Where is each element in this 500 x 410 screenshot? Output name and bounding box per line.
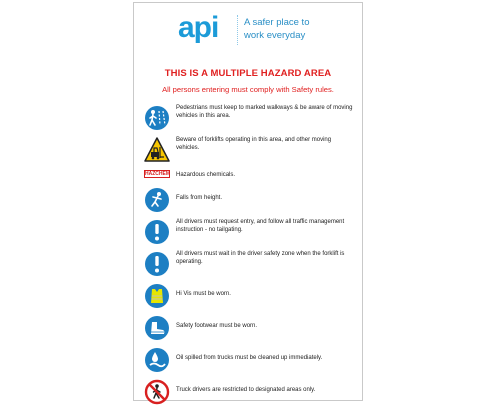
tagline-line-1: A safer place to xyxy=(244,17,310,28)
exclamation-icon xyxy=(144,219,170,245)
rule-text: All drivers must request entry, and follow all traffic management instruction - no tailgating. xyxy=(176,219,345,233)
safety-boot-icon xyxy=(144,315,170,341)
rule-item xyxy=(144,105,354,133)
forklift-warning-icon xyxy=(144,137,170,163)
oil-spill-icon xyxy=(144,347,170,373)
rule-text: Hazardous chemicals. xyxy=(176,172,236,178)
rule-text: Pedestrians must keep to marked walkways & be aware of moving vehicles in this area. xyxy=(176,105,353,119)
rule-item xyxy=(144,137,354,165)
exclamation-icon xyxy=(144,251,170,277)
rule-text: Safety footwear must be worn. xyxy=(176,323,258,329)
safety-sign xyxy=(133,2,363,401)
hazard-subtitle: All persons entering must comply with Safety rules. xyxy=(162,85,334,94)
api-logo: api xyxy=(178,11,219,44)
falling-person-icon xyxy=(144,187,170,213)
logo-divider xyxy=(237,15,239,45)
hazchem-label: HAZCHEM xyxy=(145,171,170,177)
rule-text: Truck drivers are restricted to designated areas only. xyxy=(176,387,316,393)
rule-text: All drivers must wait in the driver safety zone when the forklift is operating. xyxy=(176,251,345,265)
hi-vis-vest-icon xyxy=(144,283,170,309)
brand-tagline xyxy=(244,16,309,42)
rule-item xyxy=(144,187,354,215)
rule-item xyxy=(144,315,354,343)
pedestrian-walkway-icon xyxy=(144,105,170,131)
sign-header xyxy=(134,3,362,55)
no-pedestrian-icon xyxy=(144,379,170,405)
rule-text: Beware of forklifts operating in this area, and other moving vehicles. xyxy=(176,137,332,151)
tagline-line-2: work everyday xyxy=(244,30,306,41)
rule-text: Falls from height. xyxy=(176,195,223,201)
hazchem-icon xyxy=(144,169,170,183)
rule-text: Oil spilled from trucks must be cleaned up immediately. xyxy=(176,355,323,361)
rule-item xyxy=(144,347,354,375)
rule-item xyxy=(144,251,354,279)
rule-item xyxy=(144,219,354,247)
rule-item xyxy=(144,169,354,183)
rule-text: Hi Vis must be worn. xyxy=(176,291,231,297)
rule-item xyxy=(144,283,354,311)
hazard-title: THIS IS A MULTIPLE HAZARD AREA xyxy=(164,68,332,79)
